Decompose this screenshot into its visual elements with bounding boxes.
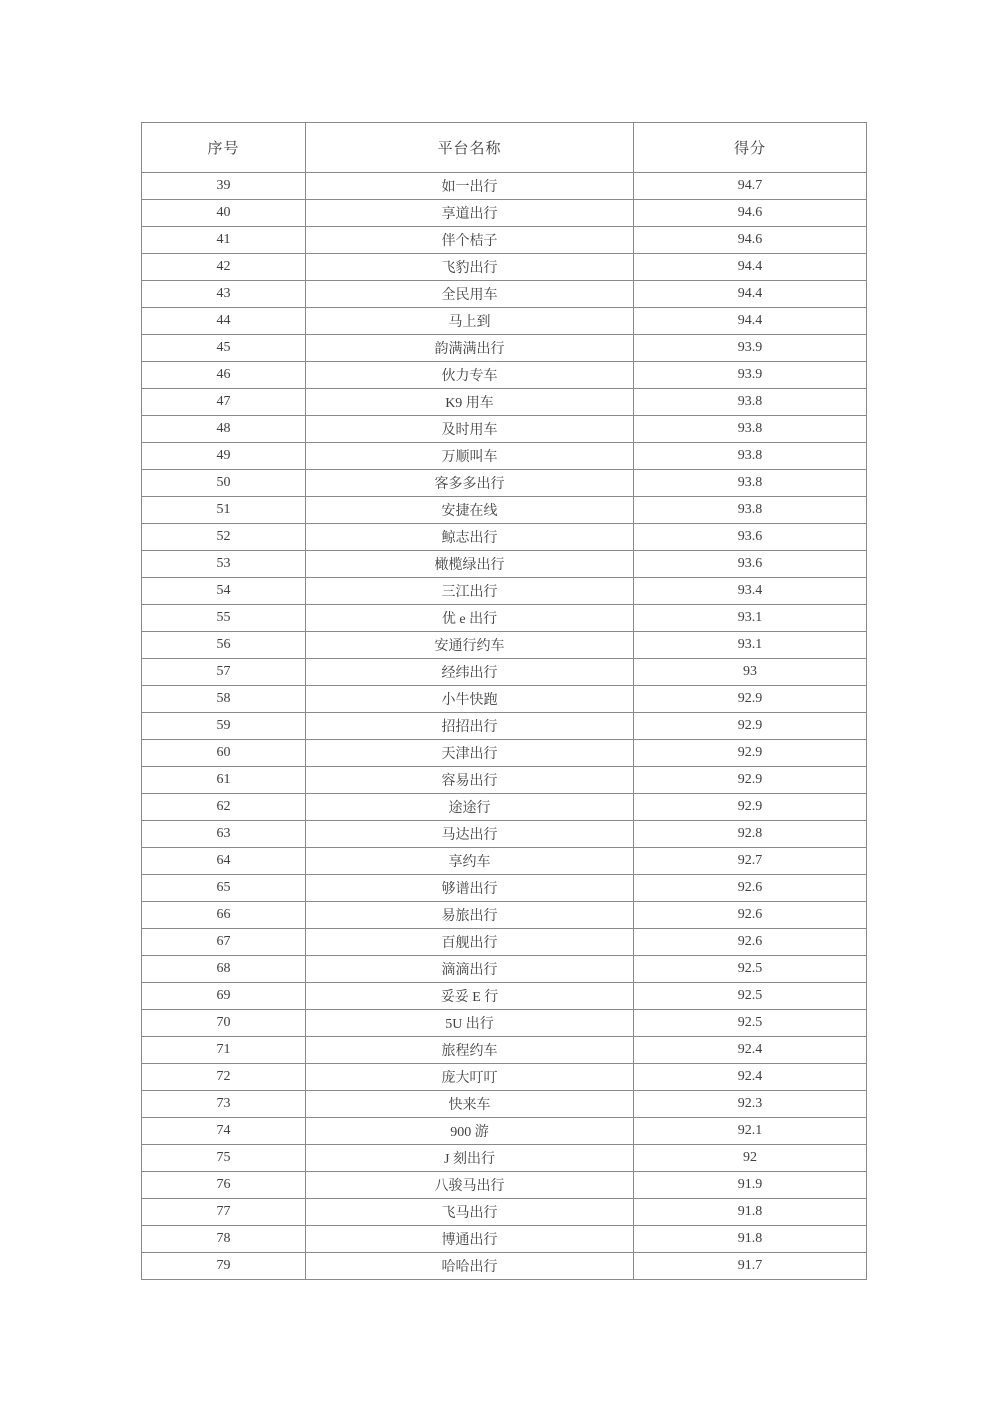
platform-name-cell: 旅程约车: [306, 1037, 634, 1064]
score-cell: 92.5: [634, 1010, 867, 1037]
row-number-cell: 75: [142, 1145, 306, 1172]
table-row: [142, 848, 867, 875]
table-row: [142, 1118, 867, 1145]
row-number-cell: 61: [142, 767, 306, 794]
platform-name-cell: 经纬出行: [306, 659, 634, 686]
platform-name-cell: 安捷在线: [306, 497, 634, 524]
platform-name-cell: 百舰出行: [306, 929, 634, 956]
score-cell: 94.4: [634, 308, 867, 335]
row-number-cell: 78: [142, 1226, 306, 1253]
row-number-cell: 60: [142, 740, 306, 767]
platform-name-cell: 享约车: [306, 848, 634, 875]
row-number-cell: 67: [142, 929, 306, 956]
score-cell: 91.8: [634, 1226, 867, 1253]
score-cell: 93.8: [634, 443, 867, 470]
platform-name-cell: 妥妥 E 行: [306, 983, 634, 1010]
platform-name-cell: 易旅出行: [306, 902, 634, 929]
platform-name-cell: 招招出行: [306, 713, 634, 740]
table-body: [142, 173, 867, 1280]
score-cell: 93.8: [634, 416, 867, 443]
row-number-cell: 46: [142, 362, 306, 389]
table-row: [142, 767, 867, 794]
score-cell: 94.6: [634, 200, 867, 227]
score-cell: 92.4: [634, 1064, 867, 1091]
table-row: [142, 362, 867, 389]
row-number-cell: 64: [142, 848, 306, 875]
row-number-cell: 42: [142, 254, 306, 281]
row-number-cell: 79: [142, 1253, 306, 1280]
table-row: [142, 470, 867, 497]
row-number-cell: 39: [142, 173, 306, 200]
score-cell: 94.6: [634, 227, 867, 254]
row-number-cell: 48: [142, 416, 306, 443]
table-row: [142, 497, 867, 524]
score-cell: 91.9: [634, 1172, 867, 1199]
row-number-cell: 40: [142, 200, 306, 227]
platform-name-cell: 三江出行: [306, 578, 634, 605]
column-header-platform-name: 平台名称: [306, 123, 634, 173]
platform-name-cell: 飞豹出行: [306, 254, 634, 281]
table-row: [142, 1037, 867, 1064]
row-number-cell: 56: [142, 632, 306, 659]
platform-name-cell: 如一出行: [306, 173, 634, 200]
table-header-row: [142, 123, 867, 173]
platform-name-cell: 安通行约车: [306, 632, 634, 659]
score-cell: 92.8: [634, 821, 867, 848]
table-row: [142, 686, 867, 713]
platform-name-cell: 滴滴出行: [306, 956, 634, 983]
table-row: [142, 254, 867, 281]
table-row: [142, 1226, 867, 1253]
table-row: [142, 524, 867, 551]
row-number-cell: 50: [142, 470, 306, 497]
row-number-cell: 69: [142, 983, 306, 1010]
row-number-cell: 65: [142, 875, 306, 902]
table-row: [142, 578, 867, 605]
score-cell: 93.8: [634, 497, 867, 524]
table-row: [142, 227, 867, 254]
platform-name-cell: 伙力专车: [306, 362, 634, 389]
platform-name-cell: 优 e 出行: [306, 605, 634, 632]
score-cell: 93.4: [634, 578, 867, 605]
row-number-cell: 58: [142, 686, 306, 713]
platform-name-cell: 900 游: [306, 1118, 634, 1145]
table-row: [142, 1199, 867, 1226]
platform-name-cell: 够谱出行: [306, 875, 634, 902]
table-row: [142, 443, 867, 470]
platform-name-cell: 博通出行: [306, 1226, 634, 1253]
score-cell: 94.7: [634, 173, 867, 200]
table-row: [142, 983, 867, 1010]
platform-score-table: [141, 122, 867, 1280]
table-row: [142, 173, 867, 200]
score-cell: 92.1: [634, 1118, 867, 1145]
column-header-serial-number: 序号: [142, 123, 306, 173]
platform-name-cell: 八骏马出行: [306, 1172, 634, 1199]
platform-name-cell: 哈哈出行: [306, 1253, 634, 1280]
table-row: [142, 389, 867, 416]
platform-name-cell: J 刻出行: [306, 1145, 634, 1172]
table-row: [142, 875, 867, 902]
row-number-cell: 73: [142, 1091, 306, 1118]
table-row: [142, 281, 867, 308]
platform-name-cell: 享道出行: [306, 200, 634, 227]
score-cell: 92.9: [634, 767, 867, 794]
table-row: [142, 1145, 867, 1172]
platform-name-cell: 橄榄绿出行: [306, 551, 634, 578]
row-number-cell: 51: [142, 497, 306, 524]
table-row: [142, 200, 867, 227]
row-number-cell: 70: [142, 1010, 306, 1037]
score-cell: 92.6: [634, 929, 867, 956]
score-cell: 92.7: [634, 848, 867, 875]
platform-name-cell: 快来车: [306, 1091, 634, 1118]
row-number-cell: 74: [142, 1118, 306, 1145]
score-cell: 94.4: [634, 254, 867, 281]
table-row: [142, 1091, 867, 1118]
score-cell: 93: [634, 659, 867, 686]
score-cell: 91.8: [634, 1199, 867, 1226]
row-number-cell: 62: [142, 794, 306, 821]
table-row: [142, 902, 867, 929]
row-number-cell: 71: [142, 1037, 306, 1064]
table-row: [142, 713, 867, 740]
platform-name-cell: 马上到: [306, 308, 634, 335]
score-cell: 92.9: [634, 794, 867, 821]
score-cell: 92.9: [634, 713, 867, 740]
table-row: [142, 956, 867, 983]
row-number-cell: 55: [142, 605, 306, 632]
table-row: [142, 605, 867, 632]
platform-name-cell: 5U 出行: [306, 1010, 634, 1037]
table-row: [142, 929, 867, 956]
score-cell: 93.6: [634, 551, 867, 578]
platform-name-cell: 容易出行: [306, 767, 634, 794]
row-number-cell: 68: [142, 956, 306, 983]
platform-name-cell: 万顺叫车: [306, 443, 634, 470]
table-row: [142, 1172, 867, 1199]
table-row: [142, 308, 867, 335]
score-cell: 93.9: [634, 335, 867, 362]
platform-name-cell: 马达出行: [306, 821, 634, 848]
platform-name-cell: K9 用车: [306, 389, 634, 416]
table-row: [142, 632, 867, 659]
platform-name-cell: 鲸志出行: [306, 524, 634, 551]
table-row: [142, 794, 867, 821]
table-row: [142, 1064, 867, 1091]
platform-name-cell: 飞马出行: [306, 1199, 634, 1226]
score-cell: 92.6: [634, 902, 867, 929]
row-number-cell: 66: [142, 902, 306, 929]
table-row: [142, 659, 867, 686]
table-row: [142, 416, 867, 443]
score-cell: 93.1: [634, 605, 867, 632]
score-cell: 93.9: [634, 362, 867, 389]
row-number-cell: 52: [142, 524, 306, 551]
row-number-cell: 53: [142, 551, 306, 578]
score-cell: 91.7: [634, 1253, 867, 1280]
platform-name-cell: 庞大叮叮: [306, 1064, 634, 1091]
platform-name-cell: 天津出行: [306, 740, 634, 767]
row-number-cell: 43: [142, 281, 306, 308]
score-cell: 92.6: [634, 875, 867, 902]
score-cell: 92: [634, 1145, 867, 1172]
row-number-cell: 57: [142, 659, 306, 686]
column-header-score: 得分: [634, 123, 867, 173]
table-row: [142, 551, 867, 578]
platform-name-cell: 途途行: [306, 794, 634, 821]
score-cell: 92.9: [634, 740, 867, 767]
platform-name-cell: 伴个桔子: [306, 227, 634, 254]
row-number-cell: 49: [142, 443, 306, 470]
row-number-cell: 54: [142, 578, 306, 605]
platform-name-cell: 全民用车: [306, 281, 634, 308]
row-number-cell: 47: [142, 389, 306, 416]
table-row: [142, 1010, 867, 1037]
row-number-cell: 45: [142, 335, 306, 362]
score-cell: 92.5: [634, 983, 867, 1010]
score-cell: 93.8: [634, 470, 867, 497]
platform-name-cell: 及时用车: [306, 416, 634, 443]
platform-name-cell: 韵满满出行: [306, 335, 634, 362]
table-row: [142, 821, 867, 848]
score-cell: 92.4: [634, 1037, 867, 1064]
score-cell: 94.4: [634, 281, 867, 308]
platform-name-cell: 小牛快跑: [306, 686, 634, 713]
row-number-cell: 77: [142, 1199, 306, 1226]
score-cell: 92.3: [634, 1091, 867, 1118]
score-cell: 93.6: [634, 524, 867, 551]
score-cell: 92.5: [634, 956, 867, 983]
row-number-cell: 76: [142, 1172, 306, 1199]
score-cell: 92.9: [634, 686, 867, 713]
score-cell: 93.8: [634, 389, 867, 416]
row-number-cell: 72: [142, 1064, 306, 1091]
platform-name-cell: 客多多出行: [306, 470, 634, 497]
row-number-cell: 44: [142, 308, 306, 335]
row-number-cell: 59: [142, 713, 306, 740]
score-cell: 93.1: [634, 632, 867, 659]
table-row: [142, 1253, 867, 1280]
row-number-cell: 41: [142, 227, 306, 254]
table-row: [142, 335, 867, 362]
row-number-cell: 63: [142, 821, 306, 848]
table-row: [142, 740, 867, 767]
